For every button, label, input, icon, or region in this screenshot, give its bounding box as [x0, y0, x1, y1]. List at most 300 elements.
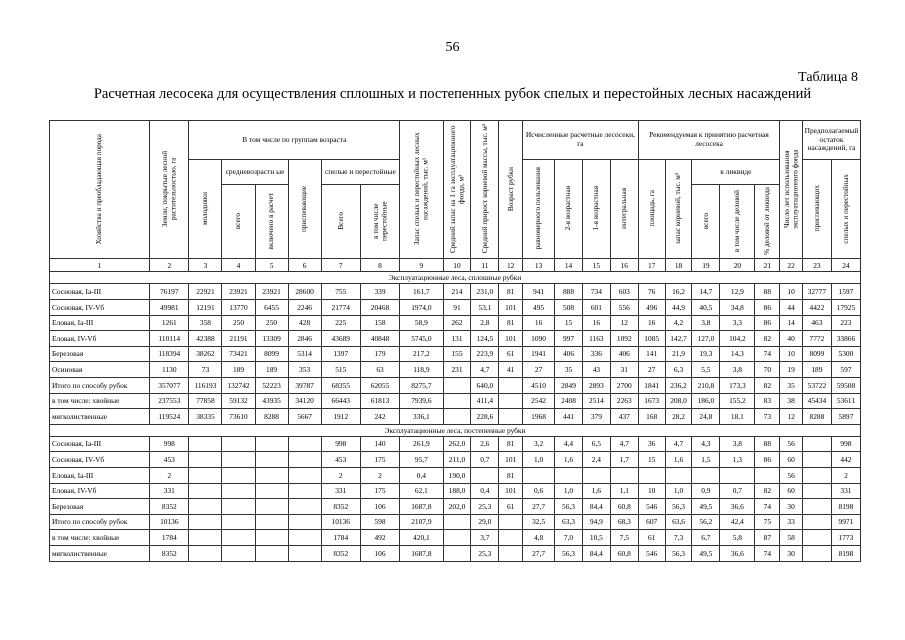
- table-cell: 6,7: [692, 530, 720, 546]
- table-cell: 1090: [523, 331, 555, 347]
- table-cell: 104,2: [720, 331, 755, 347]
- page-number: 56: [445, 40, 460, 55]
- table-cell: 331: [150, 483, 189, 499]
- table-cell: 27: [523, 362, 555, 378]
- table-cell: [523, 467, 555, 483]
- table-cell: 68355: [321, 377, 360, 393]
- column-number: 17: [638, 259, 665, 272]
- table-cell: 60: [780, 483, 803, 499]
- forest-cutting-table: [49, 120, 861, 562]
- table-cell: 262,0: [443, 436, 471, 452]
- table-cell: [189, 436, 222, 452]
- table-cell: 29,0: [471, 514, 499, 530]
- table-cell: 84,4: [582, 499, 610, 515]
- header-avg-stock: Средний запас на 1 га эксплуатационного фонда, м³: [443, 121, 471, 259]
- column-number: 24: [831, 259, 860, 272]
- table-cell: [255, 545, 288, 561]
- table-cell: 63: [360, 362, 399, 378]
- table-cell: [288, 483, 321, 499]
- table-cell: 43935: [255, 393, 288, 409]
- table-cell: 119524: [150, 409, 189, 425]
- table-cell: 496: [638, 300, 665, 316]
- column-number: 12: [499, 259, 523, 272]
- table-cell: 101: [499, 483, 523, 499]
- table-cell: [443, 545, 471, 561]
- table-cell: 998: [321, 436, 360, 452]
- table-cell: 40848: [360, 331, 399, 347]
- table-cell: 61: [499, 499, 523, 515]
- table-cell: 2849: [555, 377, 583, 393]
- table-cell: 81: [499, 467, 523, 483]
- table-cell: 76: [638, 284, 665, 300]
- table-cell: 546: [638, 499, 665, 515]
- table-cell: 1,0: [523, 452, 555, 468]
- table-cell: 127,0: [692, 331, 720, 347]
- table-cell: 1,0: [555, 483, 583, 499]
- table-cell: 21,9: [665, 346, 692, 362]
- table-cell: 2: [360, 467, 399, 483]
- table-cell: 76197: [150, 284, 189, 300]
- table-cell: [222, 452, 255, 468]
- table-cell: 262: [443, 315, 471, 331]
- table-cell: 95,7: [400, 452, 443, 468]
- table-cell: [288, 530, 321, 546]
- table-cell: 4,8: [523, 530, 555, 546]
- table-cell: 336,1: [400, 409, 443, 425]
- table-cell: 0,6: [523, 483, 555, 499]
- table-cell: 87: [755, 530, 780, 546]
- table-cell: 63,3: [555, 514, 583, 530]
- table-cell: 1687,8: [400, 499, 443, 515]
- table-cell: 118394: [150, 346, 189, 362]
- table-cell: 43: [582, 362, 610, 378]
- header-remaining: Предполагаемый остаток насаждений, га: [802, 121, 860, 160]
- table-cell: 190,0: [443, 467, 471, 483]
- header-mature-overmature: в том числе перестойные: [360, 185, 399, 259]
- row-label: Осиновая: [50, 362, 150, 378]
- table-cell: 173,3: [720, 377, 755, 393]
- column-number: 1: [50, 259, 150, 272]
- table-cell: 2,4: [582, 452, 610, 468]
- table-cell: 2: [150, 467, 189, 483]
- table-cell: 16: [582, 315, 610, 331]
- table-cell: 1597: [831, 284, 860, 300]
- table-cell: 428: [288, 315, 321, 331]
- table-cell: 25,3: [471, 499, 499, 515]
- table-cell: [288, 467, 321, 483]
- table-cell: 1784: [321, 530, 360, 546]
- row-label: Сосновая, Ia-III: [50, 284, 150, 300]
- table-cell: [189, 514, 222, 530]
- table-cell: 59132: [222, 393, 255, 409]
- table-cell: 437: [610, 409, 638, 425]
- table-cell: 15: [638, 452, 665, 468]
- table-row: [50, 315, 861, 331]
- table-cell: 175: [360, 452, 399, 468]
- table-cell: [802, 499, 831, 515]
- table-cell: [288, 545, 321, 561]
- table-cell: 0,4: [471, 483, 499, 499]
- table-cell: 63,6: [665, 514, 692, 530]
- header-root-stock: запас корневой, тыс. м³: [665, 160, 692, 259]
- table-cell: 379: [582, 409, 610, 425]
- column-number: 9: [400, 259, 443, 272]
- table-cell: 1941: [523, 346, 555, 362]
- table-cell: 5,5: [692, 362, 720, 378]
- table-row: [50, 409, 861, 425]
- table-cell: 59508: [831, 377, 860, 393]
- table-row: [50, 545, 861, 561]
- table-cell: 214: [443, 284, 471, 300]
- table-cell: 237553: [150, 393, 189, 409]
- table-cell: 23921: [222, 284, 255, 300]
- table-cell: 188,0: [443, 483, 471, 499]
- table-cell: 44,9: [665, 300, 692, 316]
- table-cell: 13770: [222, 300, 255, 316]
- table-cell: 132742: [222, 377, 255, 393]
- table-cell: 19,3: [692, 346, 720, 362]
- table-cell: 442: [831, 452, 860, 468]
- header-liquid-business: в том числе деловой: [720, 185, 755, 259]
- table-cell: 734: [582, 284, 610, 300]
- table-cell: 61813: [360, 393, 399, 409]
- table-cell: 58: [780, 530, 803, 546]
- header-mature-total: Всего: [321, 185, 360, 259]
- row-label: Еловая, IV-Vб: [50, 331, 150, 347]
- table-cell: 250: [255, 315, 288, 331]
- table-cell: [255, 483, 288, 499]
- table-cell: 14,7: [692, 284, 720, 300]
- table-cell: 25,3: [471, 545, 499, 561]
- table-cell: 56,2: [692, 514, 720, 530]
- table-cell: 223: [831, 315, 860, 331]
- header-integral: интегральная: [610, 160, 638, 259]
- table-cell: 640,0: [471, 377, 499, 393]
- column-number: 13: [523, 259, 555, 272]
- column-number: 22: [780, 259, 803, 272]
- table-row: [50, 362, 861, 378]
- table-cell: 0,9: [692, 483, 720, 499]
- table-cell: 4510: [523, 377, 555, 393]
- table-cell: 155: [443, 346, 471, 362]
- table-cell: 189: [802, 362, 831, 378]
- table-cell: [802, 483, 831, 499]
- table-cell: [499, 409, 523, 425]
- table-cell: 597: [831, 362, 860, 378]
- table-cell: 1261: [150, 315, 189, 331]
- table-cell: [443, 514, 471, 530]
- table-cell: 4,4: [555, 436, 583, 452]
- column-number: 11: [471, 259, 499, 272]
- table-cell: 1773: [831, 530, 860, 546]
- table-cell: [555, 467, 583, 483]
- row-label: Сосновая, IV-Vб: [50, 300, 150, 316]
- row-label: Еловая, Ia-III: [50, 315, 150, 331]
- table-cell: 1130: [150, 362, 189, 378]
- table-cell: 998: [150, 436, 189, 452]
- table-cell: 140: [360, 436, 399, 452]
- table-cell: 36,6: [720, 545, 755, 561]
- table-cell: 406: [610, 346, 638, 362]
- table-cell: 492: [360, 530, 399, 546]
- table-cell: 5,8: [720, 530, 755, 546]
- table-cell: 56,3: [555, 545, 583, 561]
- table-cell: 3,2: [523, 436, 555, 452]
- table-cell: 5745,0: [400, 331, 443, 347]
- header-first-age: 1-я возрастная: [582, 160, 610, 259]
- table-cell: 4,2: [665, 315, 692, 331]
- table-cell: 8352: [321, 545, 360, 561]
- table-cell: [802, 514, 831, 530]
- table-cell: 24,8: [692, 409, 720, 425]
- header-young: молодняки: [189, 160, 222, 259]
- table-cell: 38335: [189, 409, 222, 425]
- table-cell: 7,5: [610, 530, 638, 546]
- table-cell: 607: [638, 514, 665, 530]
- table-cell: 22921: [189, 284, 222, 300]
- table-cell: 83: [755, 393, 780, 409]
- row-label: Сосновая, IV-Vб: [50, 452, 150, 468]
- table-cell: 4,7: [665, 436, 692, 452]
- table-cell: 74: [755, 346, 780, 362]
- table-cell: 8352: [150, 499, 189, 515]
- table-cell: 39787: [288, 377, 321, 393]
- table-cell: [222, 530, 255, 546]
- table-cell: 601: [582, 300, 610, 316]
- table-cell: 101: [499, 300, 523, 316]
- table-cell: 4,3: [692, 436, 720, 452]
- table-label: Таблица 8: [798, 70, 858, 85]
- table-cell: 16,2: [665, 284, 692, 300]
- table-cell: 1085: [638, 331, 665, 347]
- table-cell: 2: [321, 467, 360, 483]
- table-cell: 101: [499, 452, 523, 468]
- table-cell: 56: [780, 436, 803, 452]
- table-row: [50, 331, 861, 347]
- row-label: в том числе: хвойные: [50, 530, 150, 546]
- table-cell: 186,0: [692, 393, 720, 409]
- table-cell: 4,7: [471, 362, 499, 378]
- table-cell: 225: [321, 315, 360, 331]
- table-cell: [222, 499, 255, 515]
- table-cell: 12,9: [720, 284, 755, 300]
- table-cell: 0,7: [471, 452, 499, 468]
- table-cell: 211,0: [443, 452, 471, 468]
- table-cell: [255, 514, 288, 530]
- table-cell: 60,8: [610, 499, 638, 515]
- table-cell: 1968: [523, 409, 555, 425]
- table-cell: 81: [499, 436, 523, 452]
- table-cell: 40: [780, 331, 803, 347]
- table-cell: 168: [638, 409, 665, 425]
- table-cell: 53722: [802, 377, 831, 393]
- row-label: Сосновая, Ia-III: [50, 436, 150, 452]
- table-cell: 19: [780, 362, 803, 378]
- table-cell: 56,3: [665, 545, 692, 561]
- table-cell: 30: [780, 545, 803, 561]
- table-cell: 8198: [831, 545, 860, 561]
- header-maturing-remaining: приспевающих: [802, 160, 831, 259]
- table-cell: 175: [360, 483, 399, 499]
- table-cell: 598: [360, 514, 399, 530]
- table-cell: 208,0: [665, 393, 692, 409]
- column-number: 10: [443, 259, 471, 272]
- header-years-use: Число лет использования эксплуатационного фонда: [780, 121, 803, 259]
- table-cell: 1,3: [720, 452, 755, 468]
- column-number: 18: [665, 259, 692, 272]
- table-cell: 5667: [288, 409, 321, 425]
- table-cell: 101: [499, 331, 523, 347]
- table-cell: 353: [288, 362, 321, 378]
- table-cell: 2,8: [471, 315, 499, 331]
- table-cell: 77858: [189, 393, 222, 409]
- table-cell: [802, 452, 831, 468]
- table-cell: 357077: [150, 377, 189, 393]
- header-forest-area: Земли, покрытые лесной растительностью, га: [150, 121, 189, 259]
- table-cell: 106: [360, 545, 399, 561]
- section-title: Эксплуатационные леса, постепенные рубки: [50, 424, 861, 436]
- table-cell: 1784: [150, 530, 189, 546]
- table-cell: 1,0: [665, 483, 692, 499]
- table-cell: 2,6: [471, 436, 499, 452]
- table-cell: 86: [755, 452, 780, 468]
- table-cell: 27,7: [523, 499, 555, 515]
- table-cell: 74: [755, 545, 780, 561]
- table-cell: [288, 452, 321, 468]
- table-cell: 941: [523, 284, 555, 300]
- table-cell: 2408: [555, 393, 583, 409]
- table-row: [50, 452, 861, 468]
- table-cell: 556: [610, 300, 638, 316]
- table-cell: 33866: [831, 331, 860, 347]
- table-cell: 8352: [321, 499, 360, 515]
- table-cell: 1974,0: [400, 300, 443, 316]
- table-cell: 217,2: [400, 346, 443, 362]
- row-label: Березовая: [50, 499, 150, 515]
- table-cell: [255, 436, 288, 452]
- table-cell: [443, 530, 471, 546]
- table-cell: 81: [499, 315, 523, 331]
- table-cell: 58,9: [400, 315, 443, 331]
- table-cell: 231: [443, 362, 471, 378]
- table-cell: 10: [780, 284, 803, 300]
- table-cell: 250: [222, 315, 255, 331]
- table-cell: 142,7: [665, 331, 692, 347]
- table-cell: [802, 545, 831, 561]
- table-cell: 5897: [831, 409, 860, 425]
- table-cell: 20468: [360, 300, 399, 316]
- table-cell: 82: [755, 483, 780, 499]
- table-cell: 43689: [321, 331, 360, 347]
- table-cell: 35: [780, 377, 803, 393]
- table-cell: 10136: [150, 514, 189, 530]
- table-cell: 242: [360, 409, 399, 425]
- table-cell: 106: [360, 499, 399, 515]
- header-even-use: равномерного пользования: [523, 160, 555, 259]
- column-number: 3: [189, 259, 222, 272]
- table-cell: 16: [523, 315, 555, 331]
- column-number-row: [50, 259, 861, 272]
- table-cell: 21774: [321, 300, 360, 316]
- table-cell: 15: [555, 315, 583, 331]
- table-cell: 84,4: [582, 545, 610, 561]
- table-cell: 7,0: [555, 530, 583, 546]
- table-cell: 34120: [288, 393, 321, 409]
- table-cell: 73: [189, 362, 222, 378]
- table-cell: 32777: [802, 284, 831, 300]
- table-cell: 49,5: [692, 499, 720, 515]
- table-cell: [189, 530, 222, 546]
- table-cell: 3,8: [692, 315, 720, 331]
- table-cell: 42,4: [720, 514, 755, 530]
- table-cell: 124,5: [471, 331, 499, 347]
- table-cell: 10: [780, 346, 803, 362]
- table-cell: [288, 499, 321, 515]
- table-row: [50, 530, 861, 546]
- table-cell: [499, 545, 523, 561]
- table-cell: 60: [780, 452, 803, 468]
- table-cell: 1163: [582, 331, 610, 347]
- table-cell: 2700: [610, 377, 638, 393]
- table-cell: [443, 377, 471, 393]
- table-cell: 755: [321, 284, 360, 300]
- table-cell: 118,9: [400, 362, 443, 378]
- header-area: площадь, га: [638, 160, 665, 259]
- row-label: мягколиственные: [50, 409, 150, 425]
- column-number: 5: [255, 259, 288, 272]
- table-cell: 131: [443, 331, 471, 347]
- table-cell: 49,5: [692, 545, 720, 561]
- table-cell: 141: [638, 346, 665, 362]
- table-cell: [255, 499, 288, 515]
- table-cell: [255, 530, 288, 546]
- table-cell: 2246: [288, 300, 321, 316]
- table-cell: 1,6: [555, 452, 583, 468]
- table-cell: 44: [780, 300, 803, 316]
- table-cell: 75: [755, 514, 780, 530]
- table-cell: 10136: [321, 514, 360, 530]
- table-cell: 7772: [802, 331, 831, 347]
- table-cell: 21191: [222, 331, 255, 347]
- table-cell: 1,7: [610, 452, 638, 468]
- table-cell: 3,8: [720, 362, 755, 378]
- table-cell: 38: [780, 393, 803, 409]
- table-cell: 27: [638, 362, 665, 378]
- header-middle-total: всего: [222, 185, 255, 259]
- table-cell: [665, 467, 692, 483]
- table-cell: 406: [555, 346, 583, 362]
- table-cell: 56: [780, 467, 803, 483]
- table-cell: 158: [360, 315, 399, 331]
- table-cell: 14,3: [720, 346, 755, 362]
- table-cell: [222, 436, 255, 452]
- table-cell: 116193: [189, 377, 222, 393]
- column-number: 21: [755, 259, 780, 272]
- table-cell: 0,4: [400, 467, 443, 483]
- table-row: [50, 284, 861, 300]
- table-cell: 40,5: [692, 300, 720, 316]
- table-cell: 7,3: [665, 530, 692, 546]
- table-cell: 546: [638, 545, 665, 561]
- table-cell: [255, 452, 288, 468]
- table-cell: 53611: [831, 393, 860, 409]
- table-cell: 74: [755, 499, 780, 515]
- table-cell: 8275,7: [400, 377, 443, 393]
- table-row: [50, 300, 861, 316]
- table-row: [50, 346, 861, 362]
- table-cell: 61: [499, 346, 523, 362]
- table-cell: 236,2: [665, 377, 692, 393]
